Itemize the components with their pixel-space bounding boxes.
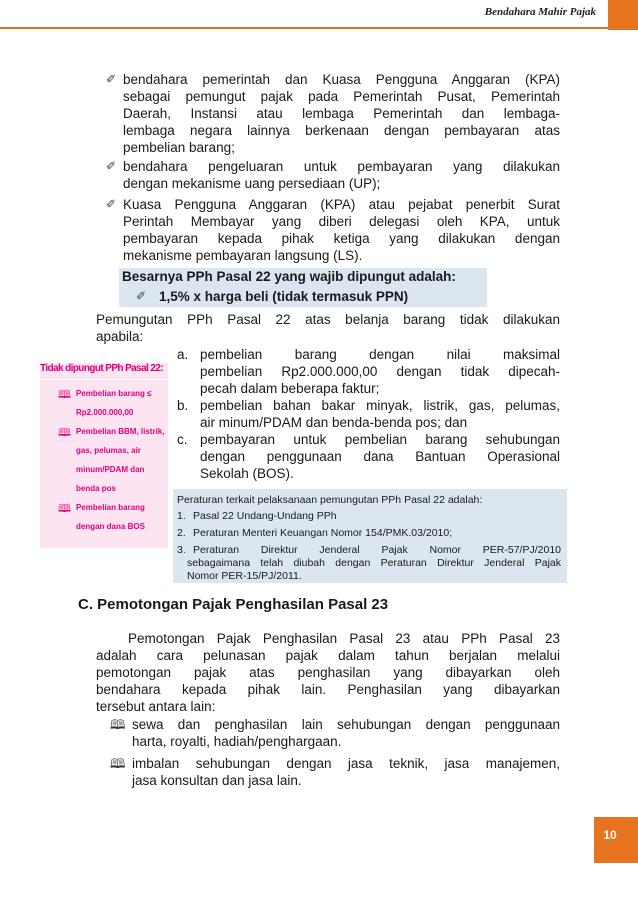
side-note-title: Tidak dipungut PPh Pasal 22: — [40, 363, 168, 379]
paragraph-line: pemotongan pajak atas penghasilan yang dibayarkan oleh — [96, 665, 560, 680]
bullet-line: Kuasa Pengguna Anggaran (KPA) atau pejabat penerbit Surat — [123, 197, 560, 212]
bullet-line: harta, royalti, hadiah/penghargaan. — [132, 734, 342, 749]
bullet-line: imbalan sehubungan dengan jasa teknik, jasa manajemen, — [132, 756, 560, 771]
paragraph-line: bendahara kepada pihak lain. Penghasilan yang dibayarkan — [96, 682, 560, 697]
intro-line: apabila: — [96, 329, 144, 344]
page-number: 10 — [603, 828, 617, 842]
pencil-icon: ✐ — [106, 72, 117, 86]
reg-line: Peraturan Direktur Jenderal Pajak Nomor PER-57/PJ/2010 — [193, 544, 561, 556]
bullet-line: bendahara pengeluaran untuk pembayaran yang dilakukan — [123, 159, 560, 174]
list-line: air minum/PDAM dan benda-benda pos; dan — [200, 415, 468, 430]
list-line: pembelian bahan bakar minyak, listrik, gas, pelumas, — [200, 398, 560, 413]
section-heading: C. Pemotongan Pajak Penghasilan Pasal 23 — [78, 596, 389, 613]
header-title: Bendahara Mahir Pajak — [484, 6, 596, 18]
list-line: Sekolah (BOS). — [200, 466, 294, 481]
paragraph-line: adalah cara pelunasan pajak dalam tahun berjalan melalui — [96, 648, 560, 663]
side-note-line: dengan dana BOS — [76, 522, 145, 531]
formula-item: 1,5% x harga beli (tidak termasuk PPN) — [159, 289, 409, 304]
side-note-line: gas, pelumas, air — [76, 446, 141, 455]
side-note-line: Pembelian BBM, listrik, — [76, 427, 165, 436]
book-icon: 🕮 — [58, 389, 71, 401]
side-note-line: minum/PDAM dan — [76, 465, 145, 474]
book-icon: 🕮 — [58, 503, 71, 515]
list-line: dengan penggunaan dana Bantuan Operasional — [200, 449, 560, 464]
side-note-line: Pembelian barang ≤ — [76, 389, 152, 398]
list-letter: c. — [177, 432, 188, 447]
side-note-line: Rp2.000.000,00 — [76, 408, 134, 417]
side-note-box — [40, 380, 168, 548]
reg-num: 1. — [177, 510, 186, 522]
bullet-line: Perintah Membayar yang diberi delegasi oleh KPA, untuk — [123, 214, 560, 229]
header-rule — [0, 27, 608, 29]
formula-title: Besarnya PPh Pasal 22 yang wajib dipungut adalah: — [122, 269, 456, 284]
pencil-icon: ✐ — [106, 159, 117, 173]
pencil-icon: ✐ — [136, 289, 147, 303]
bullet-line: jasa konsultan dan jasa lain. — [132, 773, 302, 788]
paragraph-line: Pemotongan Pajak Penghasilan Pasal 23 atau PPh Pasal 23 — [128, 631, 560, 646]
reg-line: Nomor PER-15/PJ/2011. — [187, 570, 302, 582]
intro-line: Pemungutan PPh Pasal 22 atas belanja barang tidak dilakukan — [96, 312, 560, 327]
side-note-line: benda pos — [76, 484, 117, 493]
list-line: pembelian Rp2.000.000,00 dengan tidak dipecah- — [200, 364, 560, 379]
bullet-line: bendahara pemerintah dan Kuasa Pengguna Anggaran (KPA) — [123, 72, 560, 87]
regulations-title: Peraturan terkait pelaksanaan pemungutan PPh Pasal 22 adalah: — [177, 494, 483, 506]
book-icon: 🕮 — [110, 717, 126, 732]
reg-line: Peraturan Menteri Keuangan Nomor 154/PMK.03/2010; — [193, 527, 453, 539]
book-icon: 🕮 — [110, 756, 126, 771]
list-letter: b. — [177, 398, 189, 413]
header-corner-block — [608, 0, 638, 30]
reg-line: Pasal 22 Undang-Undang PPh — [193, 510, 337, 522]
list-line: pembelian barang dengan nilai maksimal — [200, 347, 560, 362]
reg-line: sebagaimana telah diubah dengan Peraturan Direktur Jenderal Pajak — [187, 557, 561, 569]
book-icon: 🕮 — [58, 427, 71, 439]
bullet-line: lembaga negara lainnya berkenaan dengan pembayaran atas — [123, 123, 560, 138]
list-line: pecah dalam beberapa faktur; — [200, 381, 380, 396]
pencil-icon: ✐ — [106, 197, 117, 211]
bullet-line: Daerah, Instansi atau lembaga Pemerintah dan lembaga- — [123, 106, 560, 121]
reg-num: 2. — [177, 527, 186, 539]
bullet-line: pembelian barang; — [123, 140, 235, 155]
list-line: pembayaran untuk pembelian barang sehubungan — [200, 432, 560, 447]
reg-num: 3. — [177, 544, 186, 556]
bullet-line: dengan mekanisme uang persediaan (UP); — [123, 176, 381, 191]
bullet-line: mekanisme pembayaran langsung (LS). — [123, 248, 363, 263]
side-note-line: Pembelian barang — [76, 503, 145, 512]
bullet-line: sewa dan penghasilan lain sehubungan dengan penggunaan — [132, 717, 560, 732]
bullet-line: pembayaran kepada pihak ketiga yang dilakukan dengan — [123, 231, 560, 246]
regulations-box — [173, 489, 567, 583]
formula-box — [119, 268, 487, 307]
list-letter: a. — [177, 347, 189, 362]
paragraph-line: tersebut antara lain: — [96, 699, 216, 714]
bullet-line: sebagai pemungut pajak pada Pemerintah Pusat, Pemerintah — [123, 89, 560, 104]
